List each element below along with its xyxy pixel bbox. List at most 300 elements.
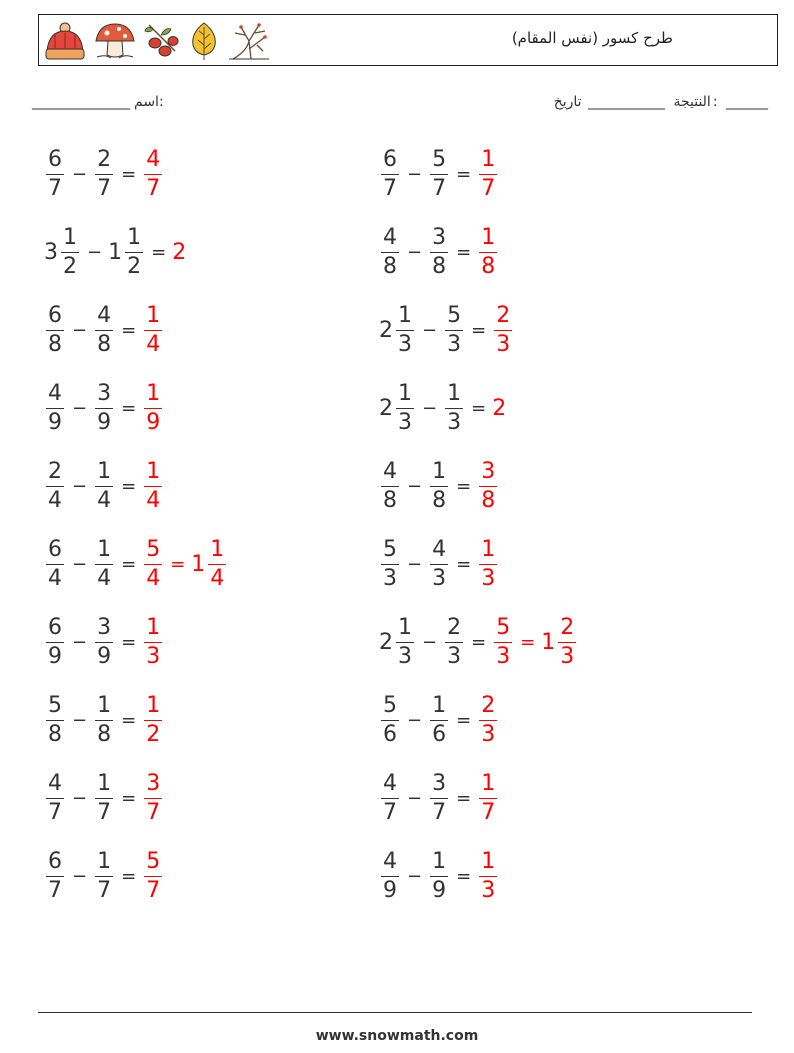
minuend-numerator: 1 xyxy=(61,227,79,253)
minuend-whole: 2 xyxy=(379,395,393,421)
minuend-fraction xyxy=(381,770,399,825)
footer-url: www.snowmath.com xyxy=(315,1028,479,1044)
subtrahend-numerator: 2 xyxy=(445,617,463,643)
subtrahend-term xyxy=(93,614,115,669)
subtrahend-denominator: 3 xyxy=(447,409,462,435)
subtrahend-denominator: 8 xyxy=(97,331,112,357)
answer-term xyxy=(142,458,164,513)
equals-sign: = xyxy=(456,553,472,575)
name-field xyxy=(30,94,166,110)
answer xyxy=(477,146,499,201)
minus-sign: − xyxy=(72,787,88,809)
equals-sign: = xyxy=(121,787,137,809)
subtrahend-denominator: 3 xyxy=(432,565,447,591)
equals-sign: = xyxy=(121,553,137,575)
minuend-numerator: 6 xyxy=(46,539,64,565)
subtrahend-fraction xyxy=(95,146,113,201)
answer-term xyxy=(142,536,164,591)
minuend-numerator: 5 xyxy=(381,539,399,565)
bare-branch-icon xyxy=(227,21,271,61)
answer-term xyxy=(492,302,514,357)
minuend-fraction xyxy=(46,692,64,747)
minuend-term xyxy=(379,380,416,435)
subtrahend-fraction xyxy=(95,848,113,903)
minus-sign: − xyxy=(72,865,88,887)
minuend-term xyxy=(44,614,66,669)
subtrahend-fraction xyxy=(445,380,463,435)
minuend-numerator: 4 xyxy=(381,851,399,877)
equals-sign: = xyxy=(471,631,487,653)
problem-row xyxy=(379,222,499,282)
problem-row xyxy=(379,846,499,906)
minus-sign: − xyxy=(407,865,423,887)
answer-fraction xyxy=(144,146,162,201)
answer-mixed-whole: 1 xyxy=(191,551,206,577)
minus-sign: − xyxy=(72,319,88,341)
answer-denominator: 3 xyxy=(496,331,511,357)
minuend-term xyxy=(379,770,401,825)
answer xyxy=(477,770,499,825)
minuend-numerator: 6 xyxy=(46,617,64,643)
minuend-term xyxy=(44,458,66,513)
minuend-term xyxy=(379,458,401,513)
subtrahend-term xyxy=(428,692,450,747)
subtrahend-denominator: 8 xyxy=(97,721,112,747)
answer-term xyxy=(142,146,164,201)
minus-sign: − xyxy=(72,631,88,653)
problem-row xyxy=(379,690,499,750)
answer-term xyxy=(142,302,164,357)
minuend-term xyxy=(379,224,401,279)
minuend-fraction xyxy=(61,224,79,279)
minuend-fraction xyxy=(396,302,414,357)
minus-sign: − xyxy=(72,709,88,731)
yellow-leaf-icon xyxy=(187,21,221,61)
answer-denominator: 9 xyxy=(146,409,161,435)
subtrahend-term xyxy=(443,380,465,435)
answer-mixed-term xyxy=(541,614,578,669)
worksheet-title: طرح كسور (نفس المقام) xyxy=(511,29,673,47)
minuend-term xyxy=(379,302,416,357)
subtrahend-term xyxy=(93,146,115,201)
subtrahend-numerator: 1 xyxy=(430,851,448,877)
minuend-numerator: 6 xyxy=(46,305,64,331)
subtrahend-numerator: 1 xyxy=(95,695,113,721)
subtrahend-term xyxy=(428,536,450,591)
date-blank[interactable]: ______ xyxy=(726,94,768,110)
date-label: تاريخ: xyxy=(553,94,718,110)
subtrahend-numerator: 4 xyxy=(430,539,448,565)
equals-sign: = xyxy=(121,319,137,341)
answer xyxy=(477,536,499,591)
minuend-denominator: 8 xyxy=(383,487,397,513)
minus-sign: − xyxy=(87,241,103,263)
subtrahend-fraction xyxy=(125,224,143,279)
answer xyxy=(477,848,499,903)
minuend-fraction xyxy=(381,536,399,591)
answer-fraction xyxy=(479,224,497,279)
problem-row xyxy=(379,300,514,360)
answer-numerator: 1 xyxy=(479,149,497,175)
answer-numerator: 5 xyxy=(494,617,512,643)
minuend-numerator: 1 xyxy=(396,383,414,409)
answer-fraction xyxy=(144,380,162,435)
minuend-fraction xyxy=(381,848,399,903)
answer-denominator: 3 xyxy=(146,643,161,669)
minuend-denominator: 9 xyxy=(48,643,62,669)
answer xyxy=(142,380,164,435)
minuend-denominator: 9 xyxy=(383,877,397,903)
equals-sign: = xyxy=(121,865,137,887)
minuend-denominator: 7 xyxy=(383,175,397,201)
answer-term xyxy=(142,380,164,435)
answer-fraction xyxy=(479,146,497,201)
subtrahend-denominator: 9 xyxy=(97,409,112,435)
answer xyxy=(172,240,187,265)
answer-term xyxy=(142,770,164,825)
answer-term xyxy=(477,224,499,279)
minuend-term xyxy=(44,692,66,747)
answer-fraction xyxy=(144,536,162,591)
subtrahend-numerator: 1 xyxy=(125,227,143,253)
answer-denominator: 3 xyxy=(481,721,496,747)
answer-denominator: 3 xyxy=(496,643,511,669)
answer-denominator: 4 xyxy=(146,565,161,591)
answer xyxy=(142,614,164,669)
minuend-fraction xyxy=(46,614,64,669)
answer-fraction xyxy=(144,458,162,513)
minuend-term xyxy=(44,380,66,435)
minuend-fraction xyxy=(46,848,64,903)
answer xyxy=(142,302,164,357)
subtrahend-term xyxy=(93,302,115,357)
minuend-term xyxy=(44,536,66,591)
answer-term xyxy=(477,458,499,513)
date-score-fields xyxy=(552,94,770,110)
minuend-term xyxy=(379,536,401,591)
subtrahend-numerator: 5 xyxy=(430,149,448,175)
subtrahend-numerator: 1 xyxy=(95,773,113,799)
subtrahend-fraction xyxy=(445,614,463,669)
answer-denominator: 7 xyxy=(481,175,496,201)
minuend-fraction xyxy=(46,146,64,201)
answer-fraction xyxy=(144,692,162,747)
score-blank[interactable]: ___________ xyxy=(588,94,665,110)
answer-numerator: 5 xyxy=(144,539,162,565)
winter-hat-icon xyxy=(43,21,87,61)
minuend-fraction xyxy=(46,380,64,435)
answer-numerator: 4 xyxy=(144,149,162,175)
subtrahend-fraction xyxy=(430,692,448,747)
answer-term xyxy=(142,692,164,747)
subtrahend-fraction xyxy=(95,536,113,591)
minuend-denominator: 9 xyxy=(48,409,62,435)
minuend-numerator: 6 xyxy=(381,149,399,175)
equals-sign: = xyxy=(121,709,137,731)
equals-sign: = xyxy=(151,241,167,263)
subtrahend-denominator: 3 xyxy=(447,643,462,669)
subtrahend-denominator: 6 xyxy=(432,721,447,747)
answer xyxy=(492,302,514,357)
equals-sign: = xyxy=(456,787,472,809)
answer-denominator: 4 xyxy=(146,487,161,513)
answer-fraction xyxy=(144,848,162,903)
answer-denominator: 4 xyxy=(146,331,161,357)
minus-sign: − xyxy=(422,319,438,341)
minuend-fraction xyxy=(46,770,64,825)
subtrahend-denominator: 9 xyxy=(97,643,112,669)
answer-term xyxy=(172,240,187,265)
problem-row xyxy=(44,690,164,750)
equals-sign: = xyxy=(456,163,472,185)
subtrahend-numerator: 1 xyxy=(95,539,113,565)
problem-row xyxy=(379,768,499,828)
subtrahend-term xyxy=(428,848,450,903)
rosehip-berries-icon xyxy=(143,21,181,61)
minuend-whole: 2 xyxy=(379,629,393,655)
subtrahend-numerator: 1 xyxy=(430,461,448,487)
subtrahend-denominator: 7 xyxy=(97,799,112,825)
subtrahend-fraction xyxy=(430,146,448,201)
answer xyxy=(477,224,499,279)
subtrahend-fraction xyxy=(95,380,113,435)
subtrahend-denominator: 8 xyxy=(432,487,447,513)
minuend-numerator: 5 xyxy=(381,695,399,721)
subtrahend-numerator: 4 xyxy=(95,305,113,331)
minus-sign: − xyxy=(422,631,438,653)
answer-term xyxy=(477,692,499,747)
problem-row xyxy=(44,846,164,906)
answer-mixed-term xyxy=(191,536,228,591)
equals-sign: = xyxy=(471,319,487,341)
subtrahend-numerator: 2 xyxy=(95,149,113,175)
subtrahend-denominator: 7 xyxy=(97,877,112,903)
answer-fraction xyxy=(494,614,512,669)
minuend-numerator: 4 xyxy=(381,461,399,487)
equals-sign: = xyxy=(456,475,472,497)
answer-numerator: 1 xyxy=(144,305,162,331)
subtrahend-fraction xyxy=(430,458,448,513)
answer-numerator: 5 xyxy=(144,851,162,877)
subtrahend-numerator: 3 xyxy=(95,617,113,643)
subtrahend-denominator: 2 xyxy=(127,253,142,279)
answer-numerator: 1 xyxy=(479,851,497,877)
mushroom-icon xyxy=(93,21,137,61)
answer-fraction xyxy=(144,770,162,825)
minus-sign: − xyxy=(407,163,423,185)
answer-denominator: 8 xyxy=(481,253,496,279)
minus-sign: − xyxy=(407,241,423,263)
minuend-denominator: 6 xyxy=(383,721,397,747)
minuend-denominator: 3 xyxy=(398,409,412,435)
answer-fraction xyxy=(144,302,162,357)
problem-row xyxy=(379,456,499,516)
minuend-term xyxy=(44,848,66,903)
subtrahend-term xyxy=(428,770,450,825)
answer-fraction xyxy=(479,692,497,747)
equals-sign: = xyxy=(121,631,137,653)
subtrahend-term xyxy=(428,224,450,279)
answer-term xyxy=(142,848,164,903)
answer-fraction xyxy=(479,536,497,591)
answer-term xyxy=(477,146,499,201)
subtrahend-denominator: 7 xyxy=(432,799,447,825)
answer-whole: 2 xyxy=(172,239,187,265)
header-icons xyxy=(43,19,271,63)
minuend-term xyxy=(44,146,66,201)
problem-row xyxy=(44,768,164,828)
answer xyxy=(142,770,164,825)
minuend-numerator: 5 xyxy=(46,695,64,721)
answer-mixed-fraction xyxy=(208,536,226,591)
subtrahend-term xyxy=(93,536,115,591)
subtrahend-term xyxy=(93,692,115,747)
footer-divider xyxy=(38,1012,752,1013)
minuend-numerator: 4 xyxy=(381,227,399,253)
score-label: النتيجة xyxy=(673,94,711,110)
answer-mixed-whole: 1 xyxy=(541,629,556,655)
problem-row xyxy=(379,378,507,438)
subtrahend-term xyxy=(428,458,450,513)
minuend-fraction xyxy=(381,146,399,201)
answer xyxy=(142,458,164,513)
subtrahend-denominator: 4 xyxy=(97,487,112,513)
answer-equals-sign: = xyxy=(520,631,536,653)
minuend-numerator: 6 xyxy=(46,851,64,877)
minuend-fraction xyxy=(381,692,399,747)
answer xyxy=(142,848,164,903)
subtrahend-denominator: 3 xyxy=(447,331,462,357)
subtrahend-fraction xyxy=(95,302,113,357)
subtrahend-denominator: 9 xyxy=(432,877,447,903)
minuend-denominator: 7 xyxy=(48,799,62,825)
minuend-fraction xyxy=(396,380,414,435)
minus-sign: − xyxy=(422,397,438,419)
answer xyxy=(492,614,578,669)
answer-numerator: 1 xyxy=(479,773,497,799)
minuend-denominator: 8 xyxy=(48,331,62,357)
minus-sign: − xyxy=(72,397,88,419)
minuend-denominator: 2 xyxy=(63,253,77,279)
answer-denominator: 3 xyxy=(481,565,496,591)
subtrahend-term xyxy=(93,848,115,903)
minuend-denominator: 7 xyxy=(383,799,397,825)
problem-row xyxy=(44,456,164,516)
subtrahend-fraction xyxy=(430,224,448,279)
answer-term xyxy=(492,396,507,421)
minus-sign: − xyxy=(72,553,88,575)
subtrahend-denominator: 8 xyxy=(432,253,447,279)
minuend-denominator: 8 xyxy=(48,721,62,747)
answer-fraction xyxy=(494,302,512,357)
answer-denominator: 7 xyxy=(146,175,161,201)
answer-term xyxy=(142,614,164,669)
subtrahend-term xyxy=(93,380,115,435)
minuend-fraction xyxy=(46,458,64,513)
minus-sign: − xyxy=(407,475,423,497)
answer xyxy=(477,458,499,513)
subtrahend-denominator: 7 xyxy=(432,175,447,201)
answer-fraction xyxy=(144,614,162,669)
answer-mixed-numerator: 2 xyxy=(558,617,576,643)
answer-numerator: 3 xyxy=(144,773,162,799)
minus-sign: − xyxy=(72,163,88,185)
subtrahend-term xyxy=(93,770,115,825)
problem-row xyxy=(379,612,578,672)
subtrahend-fraction xyxy=(445,302,463,357)
answer xyxy=(492,396,507,421)
minuend-fraction xyxy=(381,224,399,279)
subtrahend-fraction xyxy=(95,458,113,513)
problem-row xyxy=(44,222,187,282)
answer-numerator: 1 xyxy=(144,461,162,487)
minuend-whole: 3 xyxy=(44,239,58,265)
equals-sign: = xyxy=(121,475,137,497)
answer xyxy=(142,692,164,747)
answer-denominator: 7 xyxy=(146,799,161,825)
answer xyxy=(142,536,228,591)
equals-sign: = xyxy=(456,865,472,887)
answer-mixed-denominator: 3 xyxy=(560,643,575,669)
minuend-denominator: 3 xyxy=(398,643,412,669)
minuend-numerator: 2 xyxy=(46,461,64,487)
subtrahend-numerator: 5 xyxy=(445,305,463,331)
answer-term xyxy=(477,770,499,825)
minuend-denominator: 7 xyxy=(48,877,62,903)
minuend-term xyxy=(44,224,81,279)
problem-row xyxy=(379,534,499,594)
answer-numerator: 3 xyxy=(479,461,497,487)
minuend-denominator: 4 xyxy=(48,565,62,591)
subtrahend-fraction xyxy=(430,770,448,825)
minuend-fraction xyxy=(381,458,399,513)
equals-sign: = xyxy=(471,397,487,419)
answer-mixed-fraction xyxy=(558,614,576,669)
problem-row xyxy=(44,378,164,438)
minuend-numerator: 6 xyxy=(46,149,64,175)
name-blank[interactable]: ______________ xyxy=(32,94,130,110)
minuend-whole: 2 xyxy=(379,317,393,343)
minuend-denominator: 7 xyxy=(48,175,62,201)
answer-fraction xyxy=(479,848,497,903)
answer xyxy=(477,692,499,747)
subtrahend-numerator: 3 xyxy=(430,227,448,253)
minuend-denominator: 8 xyxy=(383,253,397,279)
minuend-term xyxy=(379,146,401,201)
subtrahend-denominator: 4 xyxy=(97,565,112,591)
minus-sign: − xyxy=(72,475,88,497)
minuend-numerator: 4 xyxy=(46,383,64,409)
minuend-numerator: 4 xyxy=(381,773,399,799)
equals-sign: = xyxy=(121,397,137,419)
subtrahend-fraction xyxy=(430,848,448,903)
answer-numerator: 1 xyxy=(479,539,497,565)
minus-sign: − xyxy=(407,553,423,575)
answer-denominator: 2 xyxy=(146,721,161,747)
minuend-term xyxy=(44,302,66,357)
subtrahend-term xyxy=(108,224,145,279)
answer-mixed-numerator: 1 xyxy=(208,539,226,565)
subtrahend-term xyxy=(428,146,450,201)
subtrahend-numerator: 1 xyxy=(430,695,448,721)
subtrahend-term xyxy=(443,302,465,357)
minus-sign: − xyxy=(407,709,423,731)
minuend-term xyxy=(379,614,416,669)
answer-term xyxy=(492,614,514,669)
answer-denominator: 8 xyxy=(481,487,496,513)
subtrahend-numerator: 1 xyxy=(95,851,113,877)
answer-numerator: 1 xyxy=(144,695,162,721)
